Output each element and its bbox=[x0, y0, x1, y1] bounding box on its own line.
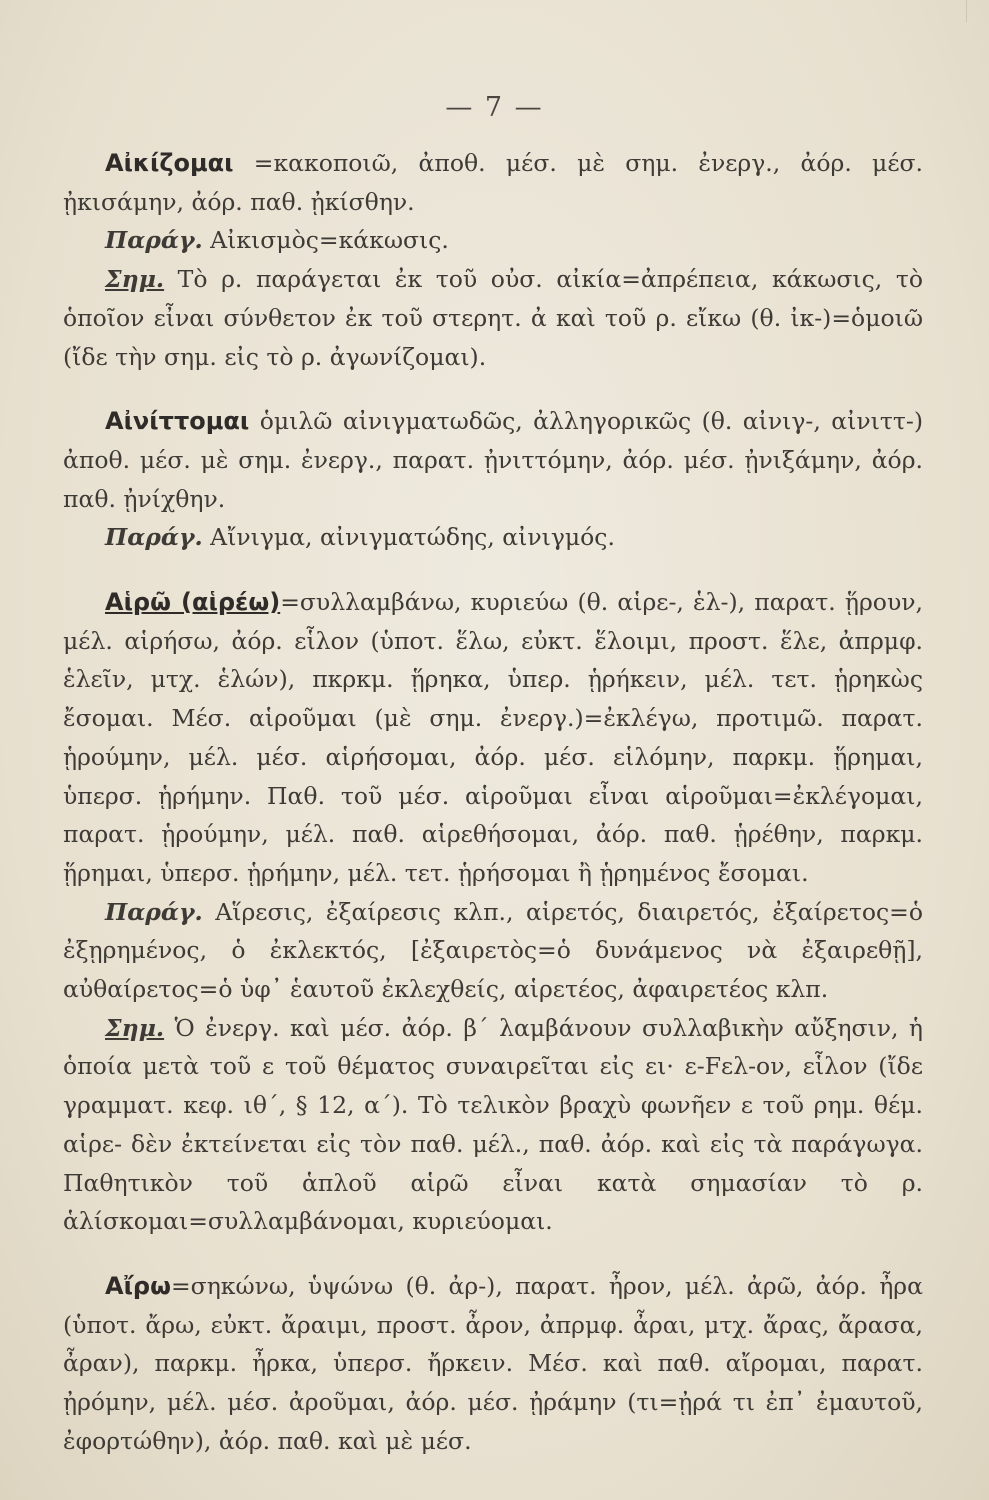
dictionary-body bbox=[63, 144, 923, 1461]
entry-text: =συλλαμβάνω, κυριεύω (θ. αἱρε-, ἑλ-), παρατ. ᾕρουν, μέλ. αἱρήσω, ἀόρ. εἷλον (ὑποτ. ἕλω, εὐκτ. ἕλοιμι, προστ. ἕλε, ἀπρμφ. ἑλεῖν, μτχ. ἑλών), πκρκμ. ᾕρηκα, ὑπερ. ᾑρήκειν, μέλ. τετ. ᾑρηκὼς ἔσομαι. Μέσ. αἱροῦμαι (μὲ σημ. ἐνεργ.)=ἐκλέγω, προτιμῶ. παρατ. ᾑρούμην, μέλ. μέσ. αἱρήσομαι, ἀόρ. μέσ. εἱλόμην, παρκμ. ᾕρημαι, ὑπερσ. ᾑρήμην. Παθ. τοῦ μέσ. αἱροῦμαι εἶναι αἱροῦμαι=ἐκλέγομαι, παρατ. ᾑρούμην, μέλ. παθ. αἱρεθήσομαι, ἀόρ. παθ. ᾑρέθην, παρκμ. ᾕρημαι, ὑπερσ. ᾑρήμην, μέλ. τετ. ᾑρήσομαι ἢ ᾑρημένος ἔσομαι. bbox=[63, 588, 923, 887]
note-label: Σημ. bbox=[105, 265, 165, 294]
paragoga bbox=[63, 221, 923, 260]
entry-airo bbox=[63, 583, 923, 893]
entry-text: ὁμιλῶ αἰνιγματωδῶς, ἀλληγορικῶς (θ. αἰνιγ-, αἰνιττ-) ἀποθ. μέσ. μὲ σημ. ἐνεργ., παρατ. ᾐνιττόμην, ἀόρ. μέσ. ᾐνιξάμην, ἀόρ. παθ. ᾐνίχθην. bbox=[63, 407, 923, 513]
parag-label: Παράγ. bbox=[105, 523, 203, 552]
parag-text: Αἰκισμὸς=κάκωσις. bbox=[202, 226, 449, 255]
parag-label: Παράγ. bbox=[105, 897, 203, 926]
page-number: — 7 — bbox=[445, 92, 544, 123]
entry-text: =σηκώνω, ὑψώνω (θ. ἀρ-), παρατ. ἦρον, μέλ. ἀρῶ, ἀόρ. ἦρα (ὑποτ. ἄρω, εὐκτ. ἄραιμι, προστ. ἆρον, ἀπρμφ. ἆραι, μτχ. ἄρας, ἄρασα, ἆραν), παρκμ. ἦρκα, ὑπερσ. ἤρκειν. Μέσ. καὶ παθ. αἴρομαι, παρατ. ᾐρόμην, μέλ. μέσ. ἀροῦμαι, ἀόρ. μέσ. ᾐράμην (τι=ᾐρά τι ἐπ᾿ ἐμαυτοῦ, ἐφορτώθην), ἀόρ. παθ. καὶ μὲ μέσ. bbox=[63, 1271, 923, 1455]
note bbox=[63, 1009, 923, 1241]
entry-aikizomai bbox=[63, 144, 923, 221]
parag-text: Αἴνιγμα, αἰνιγματώδης, αἰνιγμός. bbox=[202, 523, 615, 552]
note bbox=[63, 260, 923, 376]
paragoga bbox=[63, 893, 923, 1009]
entry-text: =κακοποιῶ, ἀποθ. μέσ. μὲ σημ. ἐνεργ., ἀόρ. μέσ. ᾐκισάμην, ἀόρ. παθ. ᾐκίσθην. bbox=[63, 149, 923, 216]
headword: Αἰκίζομαι bbox=[105, 149, 234, 177]
headword: Αἱρῶ (αἱρέω) bbox=[105, 588, 281, 617]
headword: Αἴρω bbox=[105, 1271, 171, 1300]
page-corner bbox=[966, 0, 989, 22]
entry-airo2 bbox=[63, 1267, 923, 1461]
headword: Αἰνίττομαι bbox=[105, 407, 250, 436]
parag-label: Παράγ. bbox=[105, 226, 203, 255]
note-text: Τὸ ρ. παράγεται ἐκ τοῦ οὐσ. αἰκία=ἀπρέπεια, κάκωσις, τὸ ὁποῖον εἶναι σύνθετον ἐκ τοῦ στερητ. ἀ καὶ τοῦ ρ. εἴκω (θ. ἰκ-)=ὁμοιῶ (ἴδε τὴν σημ. εἰς τὸ ρ. ἀγωνίζομαι). bbox=[63, 265, 923, 371]
paragoga bbox=[63, 518, 923, 557]
entry-ainittomai bbox=[63, 402, 923, 518]
parag-text: Αἵρεσις, ἐξαίρεσις κλπ., αἱρετός, διαιρετός, ἐξαίρετος=ὁ ἐξῃρημένος, ὁ ἐκλεκτός, [ἐξαιρετὸς=ὁ δυνάμενος νὰ ἐξαιρεθῇ], αὐθαίρετος=ὁ ὑφ᾿ ἑαυτοῦ ἐκλεχθείς, αἱρετέος, ἀφαιρετέος κλπ. bbox=[63, 897, 923, 1004]
note-label: Σημ. bbox=[105, 1013, 165, 1042]
note-text: Ὁ ἐνεργ. καὶ μέσ. ἀόρ. β΄ λαμβάνουν συλλαβικὴν αὔξησιν, ἡ ὁποία μετὰ τοῦ ε τοῦ θέματος συναιρεῖται εἰς ει· ε-Fελ-ον, εἷλον (ἴδε γραμματ. κεφ. ιθ΄, § 12, α΄). Τὸ τελικὸν βραχὺ φωνῆεν ε τοῦ ρημ. θέμ. αἱρε- δὲν ἐκτείνεται εἰς τὸν παθ. μέλ., παθ. ἀόρ. καὶ εἰς τὰ παράγωγα. Παθητικὸν τοῦ ἁπλοῦ αἱρῶ εἶναι κατὰ σημασίαν τὸ ρ. ἁλίσκομαι=συλλαμβάνομαι, κυριεύομαι. bbox=[63, 1013, 923, 1236]
